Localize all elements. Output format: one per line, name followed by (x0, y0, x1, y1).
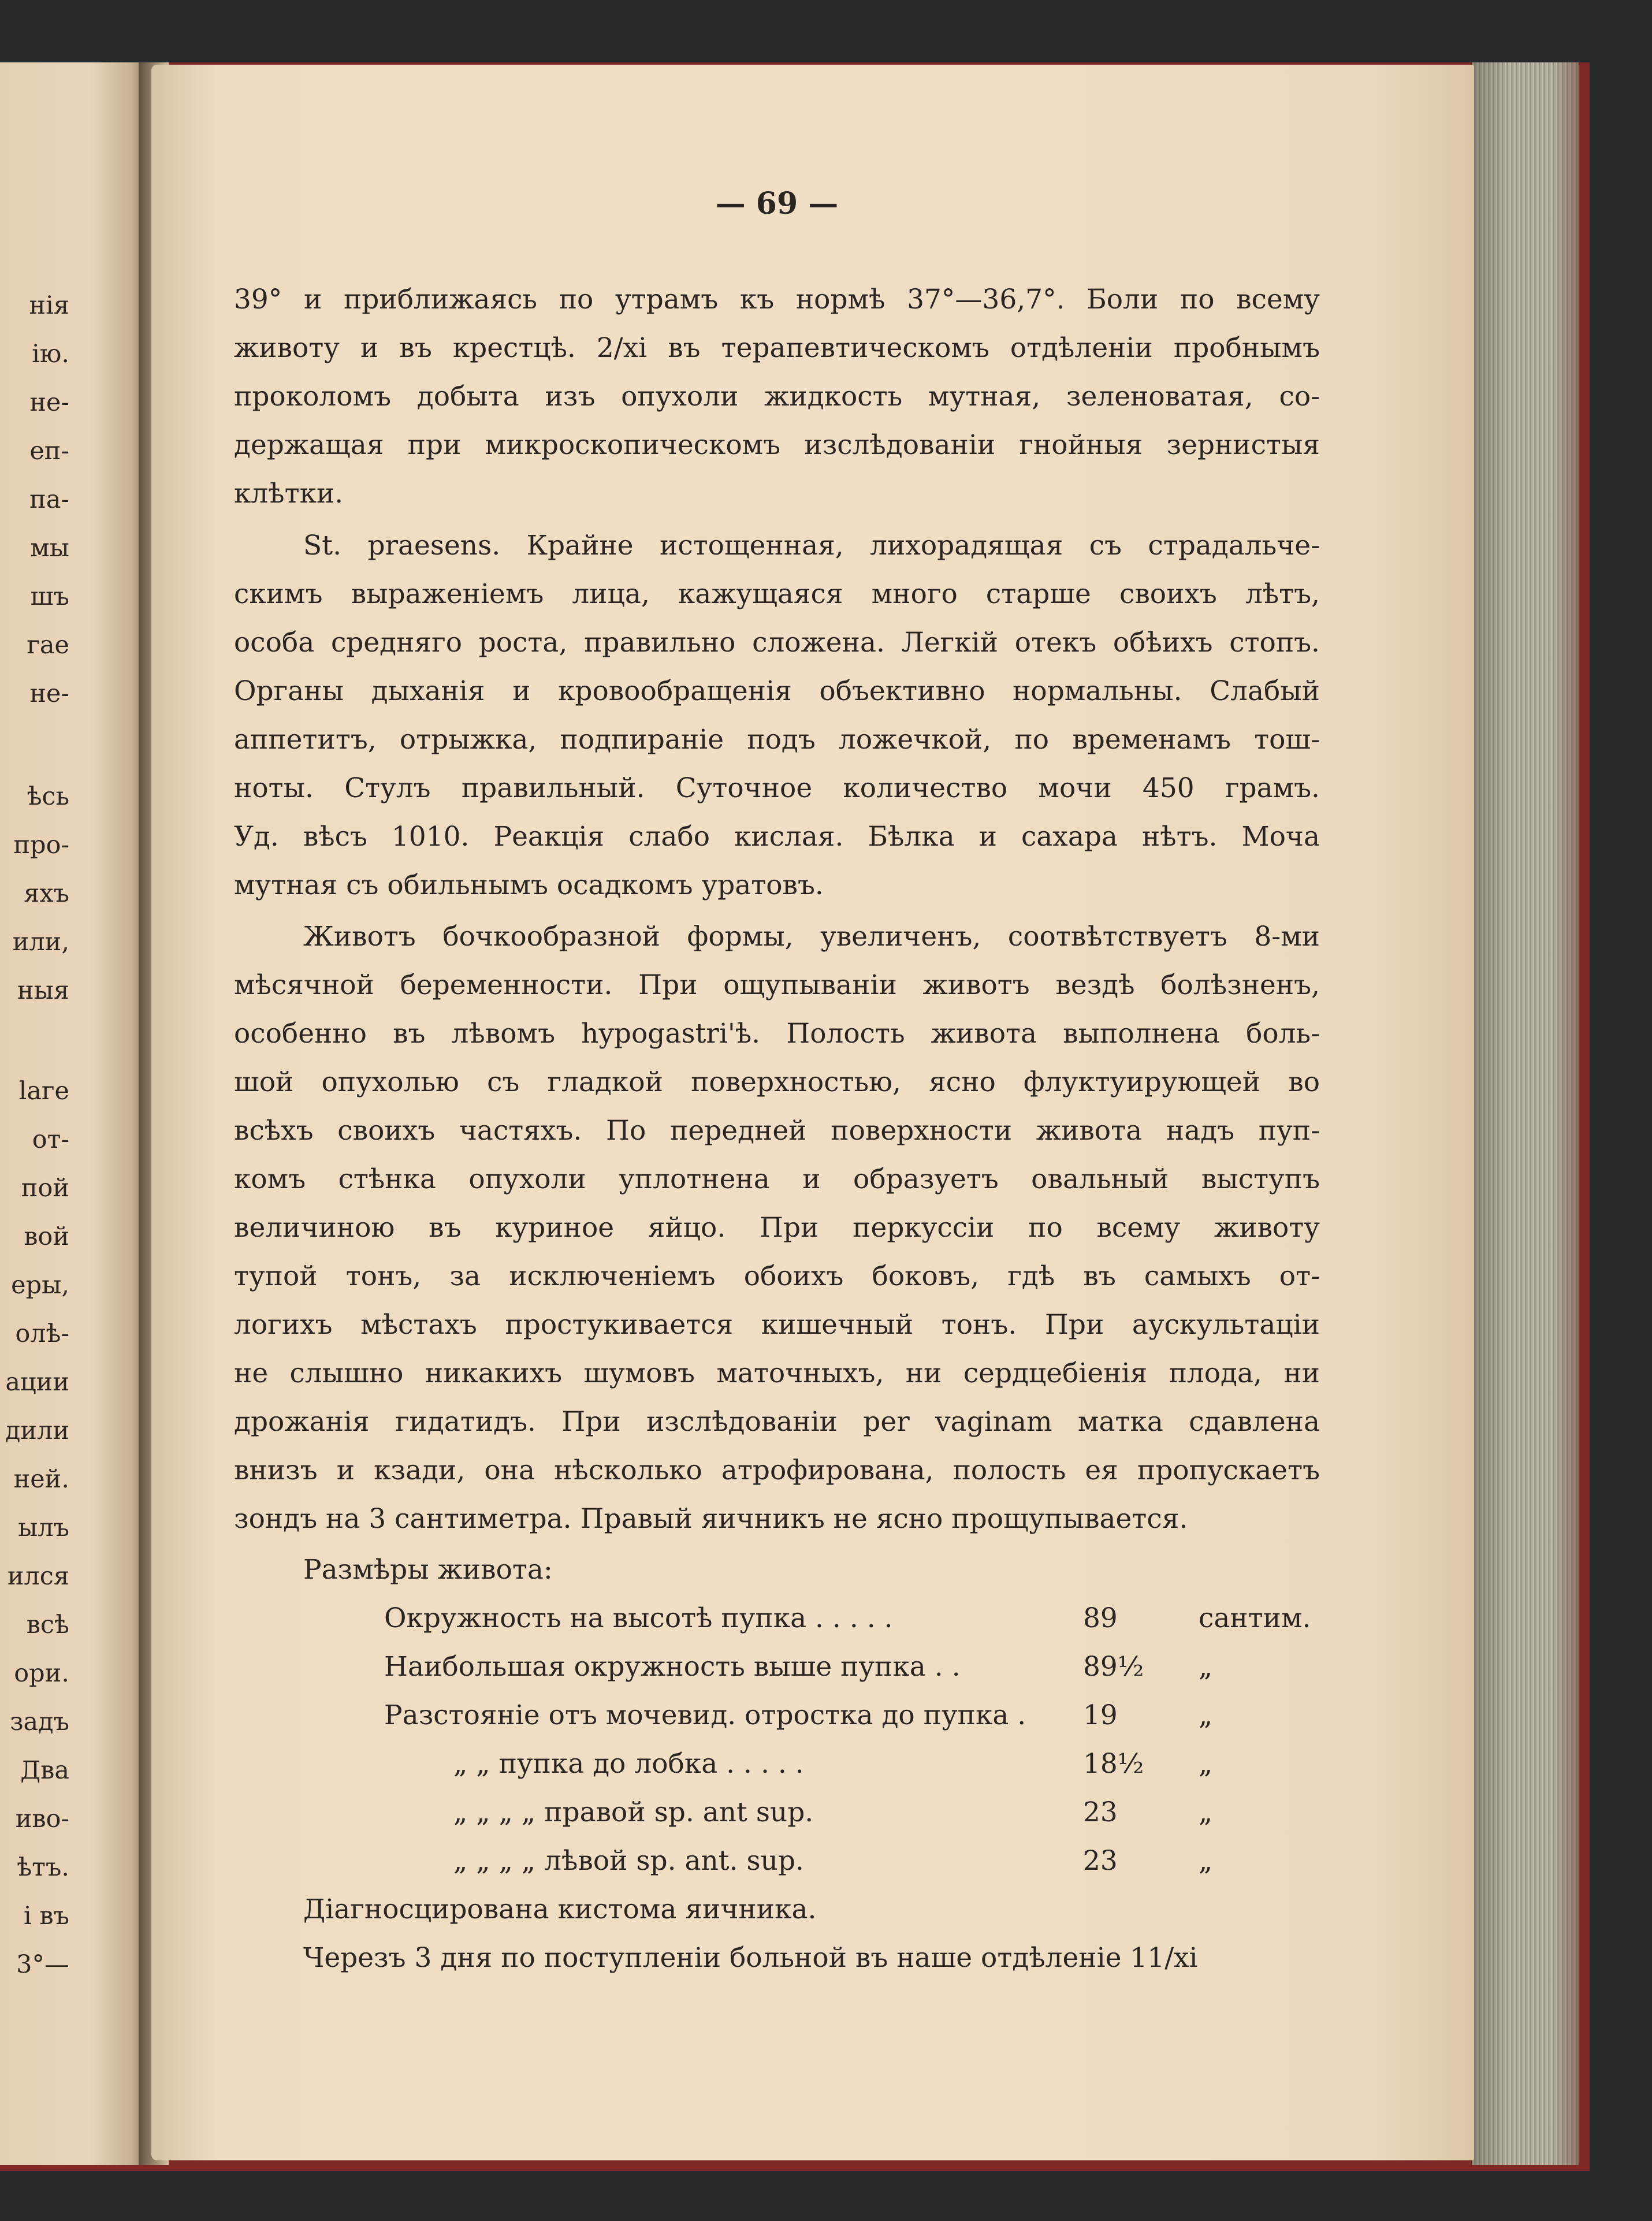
text-line: комъ стѣнка опухоли уплотнена и образуетъ овальный выступъ (234, 1163, 1320, 1195)
left-page-fragment: ори. (14, 1659, 69, 1688)
text-line: Органы дыханія и кровообращенія объективно нормальны. Слабый (234, 675, 1320, 707)
left-page-fragment: ился (7, 1562, 69, 1591)
measurement-label: „ „ пупка до лобка . . . . . (453, 1748, 804, 1780)
measurement-unit: „ (1199, 1845, 1213, 1877)
text-line: мѣсячной беременности. При ощупываніи животъ вездѣ болѣзненъ, (234, 969, 1320, 1001)
measurement-value: 19 (1083, 1699, 1118, 1731)
left-page-fragment: или, (12, 928, 69, 957)
left-page-fragment: ѣсь (27, 782, 69, 811)
text-line: проколомъ добыта изъ опухоли жидкость мутная, зеленоватая, со- (234, 381, 1320, 412)
text-line: тупой тонъ, за исключеніемъ обоихъ боковъ, гдѣ въ самыхъ от- (234, 1260, 1320, 1292)
text-line: St. praesens. Крайне истощенная, лихорадящая съ страдальче- (303, 530, 1320, 561)
measurement-value: 89 (1083, 1602, 1118, 1634)
left-page-fragment: ации (5, 1368, 69, 1397)
page-number: — 69 — (715, 186, 839, 221)
final-line: Черезъ 3 дня по поступленіи больной въ наше отдѣленіе 11/xi (303, 1942, 1198, 1974)
text-line: клѣтки. (234, 478, 344, 509)
diagnosis-line: Діагносцирована кистома яичника. (303, 1893, 817, 1925)
text-line: держащая при микроскопическомъ изслѣдованіи гнойныя зернистыя (234, 429, 1320, 461)
measurement-value: 89½ (1083, 1651, 1144, 1683)
left-page-fragment: олѣ- (15, 1319, 69, 1348)
left-page-fragment: от- (32, 1125, 69, 1154)
left-page-fragment: ныя (17, 976, 69, 1005)
left-page-fragment: шъ (30, 582, 69, 611)
measurements-heading: Размѣры живота: (303, 1554, 553, 1586)
text-line: шой опухолью съ гладкой поверхностью, ясно флуктуирующей во (234, 1066, 1320, 1098)
measurement-unit: „ (1199, 1748, 1213, 1780)
text-line: 39° и приближаясь по утрамъ къ нормѣ 37°—36,7°. Боли по всему (234, 284, 1320, 315)
left-page-fragment: па- (29, 485, 69, 514)
text-line: не слышно никакихъ шумовъ маточныхъ, ни сердцебіенія плода, ни (234, 1357, 1320, 1389)
measurement-unit: сантим. (1199, 1602, 1311, 1634)
left-page-fragment: ылъ (18, 1513, 69, 1542)
left-page-fragment: яхъ (24, 879, 69, 908)
left-page-fragment: еп- (29, 437, 69, 466)
measurement-value: 23 (1083, 1796, 1118, 1828)
left-page-fragment: ію. (32, 340, 69, 369)
left-page-fragment: нія (29, 291, 69, 320)
left-page-fragment: мы (30, 534, 69, 563)
text-line: Уд. вѣсъ 1010. Реакція слабо кислая. Бѣлка и сахара нѣтъ. Моча (234, 821, 1320, 853)
left-page-fragment: гае (27, 631, 69, 660)
left-page-fragment: всѣ (26, 1610, 69, 1639)
text-line: животу и въ крестцѣ. 2/xi въ терапевтическомъ отдѣленіи пробнымъ (234, 332, 1320, 364)
text-line: аппетитъ, отрыжка, подпираніе подъ ложечкой, по временамъ тош- (234, 724, 1320, 756)
measurement-value: 23 (1083, 1845, 1118, 1877)
measurement-label: Наибольшая окружность выше пупка . . (384, 1651, 961, 1683)
page-edges-shade (1472, 62, 1579, 2165)
left-page-fragment: і въ (24, 1902, 69, 1930)
left-page-fragment: вой (24, 1222, 69, 1251)
left-page-fragment: иво- (15, 1805, 69, 1833)
left-page-fragment: про- (13, 831, 69, 860)
measurement-unit: „ (1199, 1796, 1213, 1828)
left-page-edge (0, 62, 149, 2165)
measurement-label: „ „ „ „ правой sp. ant sup. (453, 1796, 814, 1828)
left-page-fragment: Два (20, 1756, 69, 1785)
left-page-fragment: пой (21, 1174, 69, 1203)
left-page-fragment: дили (5, 1416, 69, 1445)
measurement-unit: „ (1199, 1699, 1213, 1731)
text-line: мутная съ обильнымъ осадкомъ уратовъ. (234, 869, 824, 901)
text-line: ноты. Стулъ правильный. Суточное количество мочи 450 грамъ. (234, 772, 1320, 804)
text-line: логихъ мѣстахъ простукивается кишечный тонъ. При аускультаціи (234, 1309, 1320, 1341)
left-page-fragment: задъ (10, 1707, 69, 1736)
measurement-label: Разстояніе отъ мочевид. отростка до пупка . (384, 1699, 1026, 1731)
left-page-fragment: не- (29, 388, 69, 417)
measurement-label: „ „ „ „ лѣвой sp. ant. sup. (453, 1845, 804, 1877)
left-page-fragment: ней. (13, 1465, 69, 1494)
measurement-unit: „ (1199, 1651, 1213, 1683)
text-line: всѣхъ своихъ частяхъ. По передней поверхности живота надъ пуп- (234, 1115, 1320, 1147)
text-line: внизъ и кзади, она нѣсколько атрофирована, полость ея пропускаетъ (234, 1454, 1320, 1486)
text-line: скимъ выраженіемъ лица, кажущаяся много старше своихъ лѣтъ, (234, 578, 1320, 610)
text-line: дрожанія гидатидъ. При изслѣдованіи per vaginam матка сдавлена (234, 1406, 1320, 1438)
left-page-fragment: 3°— (16, 1950, 69, 1979)
left-page-fragment: еры, (11, 1271, 69, 1300)
text-line: особенно въ лѣвомъ hypogastri'ѣ. Полость живота выполнена боль- (234, 1018, 1320, 1050)
text-line: Животъ бочкообразной формы, увеличенъ, соотвѣтствуетъ 8-ми (303, 921, 1320, 953)
measurement-label: Окружность на высотѣ пупка . . . . . (384, 1602, 893, 1634)
text-line: величиною въ куриное яйцо. При перкуссіи по всему животу (234, 1212, 1320, 1244)
right-page (151, 65, 1474, 2160)
text-line: особа средняго роста, правильно сложена. Легкій отекъ обѣихъ стопъ. (234, 627, 1320, 659)
measurement-value: 18½ (1083, 1748, 1144, 1780)
left-page-fragment: ѣтъ. (17, 1853, 69, 1882)
left-page-fragment: laгe (18, 1077, 69, 1106)
text-line: зондъ на 3 сантиметра. Правый яичникъ не ясно прощупывается. (234, 1503, 1188, 1535)
left-page-fragment: не- (29, 679, 69, 708)
